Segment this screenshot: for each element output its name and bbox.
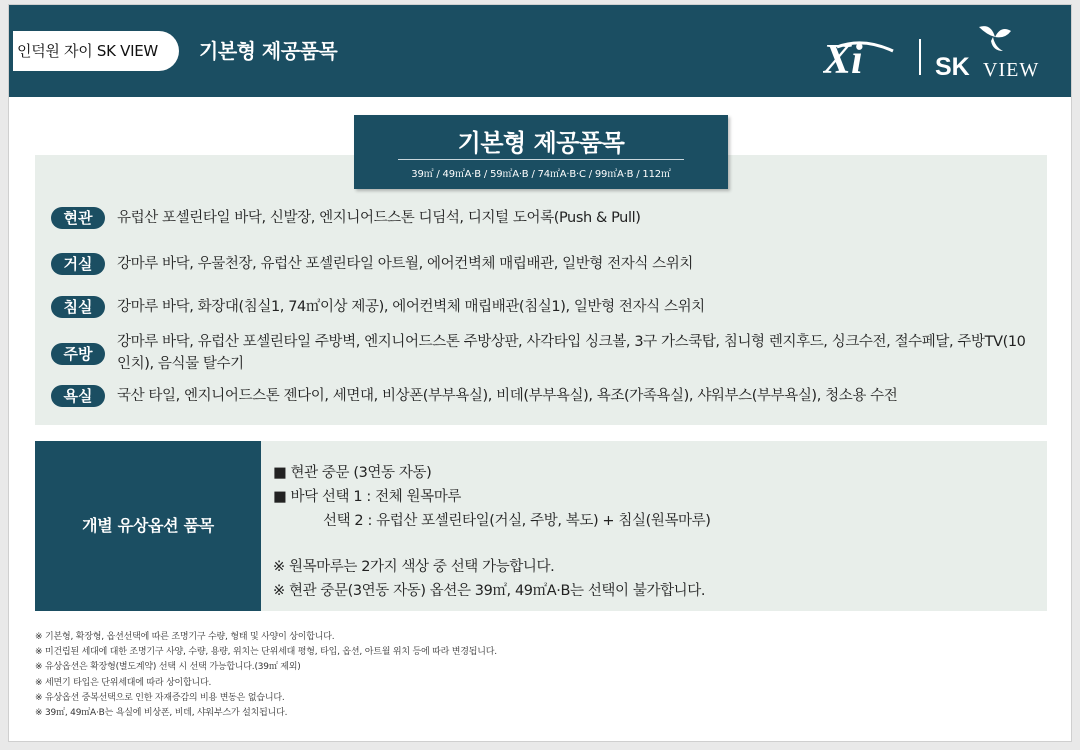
footnote: ※ 유상옵션 중복선택으로 인한 자재증감의 비용 변동은 없습니다. xyxy=(35,692,285,703)
item-description: 강마루 바닥, 유럽산 포셀린타일 주방벽, 엔지니어드스톤 주방상판, 사각타입 싱크볼, 3구 가스쿡탑, 침니형 렌지후드, 싱크수전, 절수페달, 주방TV(10인치), 음식물 탈수기 xyxy=(117,334,1026,372)
item-description: 국산 타일, 엔지니어드스톤 젠다이, 세면대, 비상폰(부부욕실), 비데(부부욕실), 욕조(가족욕실), 샤워부스(부부욕실), 청소용 수전 xyxy=(117,388,898,404)
category-badge: 욕실 xyxy=(51,385,105,407)
footnote: ※ 유상옵션은 확장형(별도계약) 선택 시 선택 가능합니다.(39㎡ 제외) xyxy=(35,662,301,673)
category-badge: 현관 xyxy=(51,207,105,229)
paid-options-label: 개별 유상옵션 품목 xyxy=(35,441,261,611)
brochure-page xyxy=(8,4,1072,742)
item-description: 강마루 바닥, 화장대(침실1, 74㎡이상 제공), 에어컨벽체 매립배관(침실1), 일반형 전자식 스위치 xyxy=(117,299,705,315)
category-badge: 거실 xyxy=(51,253,105,275)
footnote: ※ 기본형, 확장형, 옵션선택에 따른 조명기구 수량, 형태 및 사양이 상이합니다. xyxy=(35,632,335,642)
xi-logo xyxy=(823,37,905,77)
category-badge: 주방 xyxy=(51,343,105,365)
option-line: ■ 현관 중문 (3연동 자동) xyxy=(273,465,432,481)
footnote: ※ 39㎡, 49㎡A·B는 욕실에 비상폰, 비데, 샤워부스가 설치됩니다. xyxy=(35,707,288,718)
category-badge: 침실 xyxy=(51,296,105,318)
title-divider xyxy=(398,159,684,160)
footnote: ※ 세면기 타입은 단위세대에 따라 상이합니다. xyxy=(35,677,212,688)
footnote: ※ 미건립된 세대에 대한 조명기구 사양, 수량, 용량, 위치는 단위세대 평형, 타입, 옵션, 아트월 위치 등에 따라 변경됩니다. xyxy=(35,647,497,658)
footnotes xyxy=(35,629,497,720)
header-bar xyxy=(9,5,1071,97)
option-line: ■ 바닥 선택 1 : 전체 원목마루 xyxy=(273,489,461,505)
basic-items-panel xyxy=(35,155,1047,425)
option-line: 선택 2 : 유럽산 포셀린타일(거실, 주방, 복도) + 침실(원목마루) xyxy=(323,513,711,529)
option-note: ※ 현관 중문(3연동 자동) 옵션은 39㎡, 49㎡A·B는 선택이 불가합니다. xyxy=(273,583,706,599)
unit-types: 39㎡ / 49㎡A·B / 59㎡A·B / 74㎡A·B·C / 99㎡A·B / 112㎡ xyxy=(411,169,671,180)
item-description: 유럽산 포셀린타일 바닥, 신발장, 엔지니어드스톤 디딤석, 디지털 도어록(Push & Pull) xyxy=(117,210,641,226)
logo-divider xyxy=(919,39,921,75)
xi-logo-text: Xi xyxy=(823,37,863,77)
item-description: 강마루 바닥, 우물천장, 유럽산 포셀린타일 아트월, 에어컨벽체 매립배관, 일반형 전자식 스위치 xyxy=(117,256,693,272)
sk-view-logo xyxy=(935,23,1055,83)
sk-logo-text: SK xyxy=(935,53,970,81)
header-title: 기본형 제공품목 xyxy=(199,39,338,63)
section-title: 기본형 제공품목 xyxy=(457,129,625,157)
option-note: ※ 원목마루는 2가지 색상 중 선택 가능합니다. xyxy=(273,559,555,575)
sk-wing-icon xyxy=(975,23,1013,53)
section-title-box xyxy=(354,115,728,189)
paid-options-panel xyxy=(35,441,1047,611)
project-name-tab: 인덕원 자이 SK VIEW xyxy=(13,31,179,71)
view-logo-text: VIEW xyxy=(983,59,1040,81)
